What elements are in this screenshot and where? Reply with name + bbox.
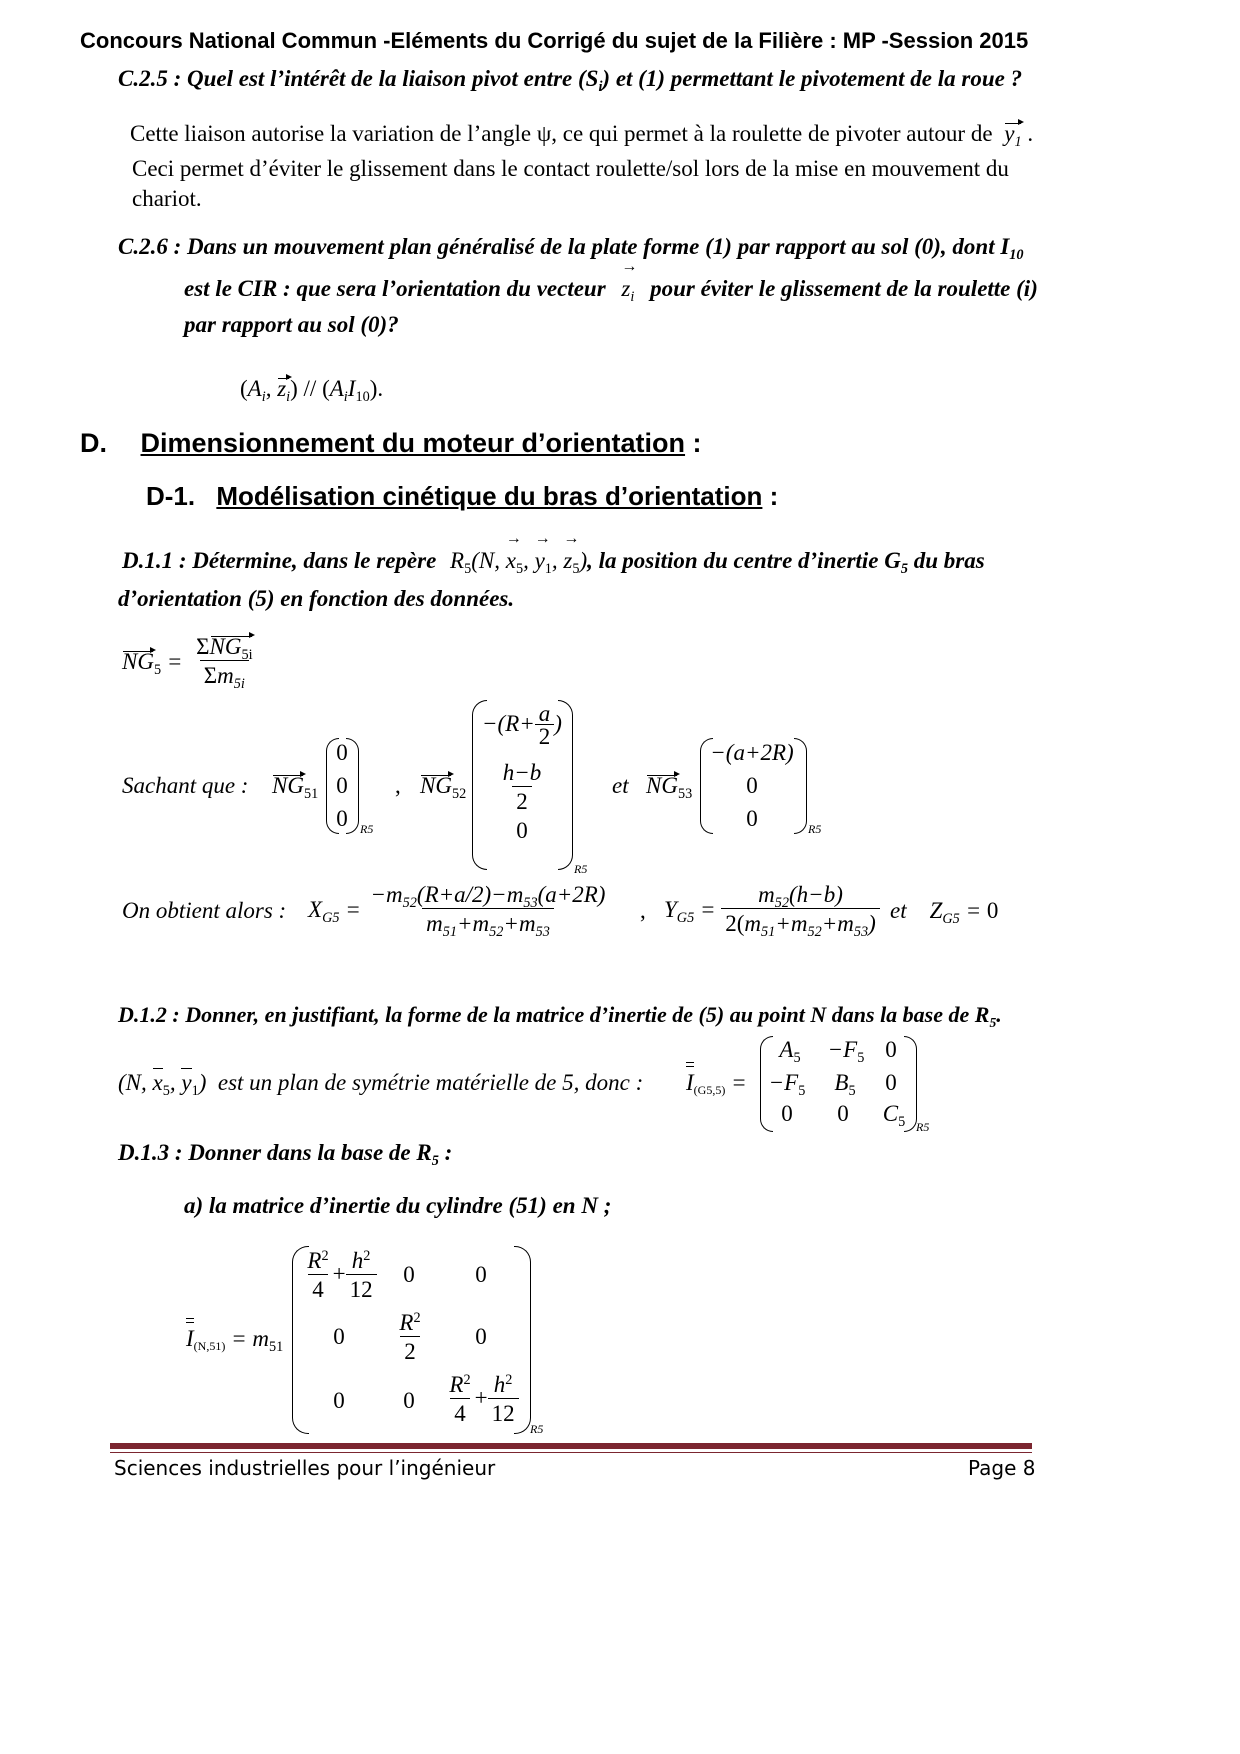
label-ng53: $NG_{53}$ [646, 773, 693, 802]
comma-2: , [640, 898, 646, 923]
vec51-cell-1: 0 [336, 773, 348, 798]
section-d-letter: D. [80, 428, 107, 458]
question-d13-text: D.1.3 : Donner dans la base de R [118, 1140, 432, 1165]
question-d12-text: D.1.2 : Donner, en justifiant, la forme de la matrice d’inertie de (5) au point N dans la base de R [118, 1002, 990, 1027]
sachant-label: Sachant que : [122, 773, 249, 798]
matrix-d12-c: $C_5$ [882, 1101, 906, 1130]
question-d13 [118, 1140, 453, 1169]
cir-symbol: $I_{10}$ [1000, 234, 1024, 263]
section-d1-title: Modélisation cinétique du bras d’orientation [216, 481, 763, 511]
matrix-51-r23: 0 [475, 1324, 487, 1349]
matrix-51-r31: 0 [333, 1388, 345, 1413]
formula-zg5: et $Z_{G5} = 0$ [890, 898, 999, 927]
question-d11-b-sub: 5 [900, 560, 908, 577]
question-c26-line2a: est le CIR : que sera l’orientation du vecteur [184, 276, 606, 301]
vec51-right-paren [346, 738, 359, 834]
inertia-g55-label: $I_{(G5,5)}$ = [686, 1070, 747, 1096]
question-c26-line2b: pour éviter le glissement de la roulette (i) [650, 276, 1038, 301]
vec52-right-paren [558, 700, 573, 870]
page-header-title: Concours National Commun -Eléments du Corrigé du sujet de la Filière : MP -Session 2015 [80, 28, 1029, 53]
question-c25 [118, 66, 1023, 95]
matrix-51-r33: $\frac{R^2}{4}$ + $\frac{h^2}{12}$ [442, 1372, 522, 1427]
question-c26-line2 [184, 258, 1038, 305]
plane-symmetry-text: est un plan de symétrie matérielle de 5, donc : [217, 1070, 644, 1095]
vec53-cell-2: 0 [746, 806, 758, 831]
matrix-d12-b: $B_5$ [834, 1070, 856, 1099]
comma-1: , [395, 773, 401, 798]
footer-rule [110, 1443, 1032, 1449]
answer-c25-line3: chariot. [132, 186, 202, 211]
answer-c26: ($A_i$, $z_i) // (A_iI_{10})$. [240, 376, 384, 405]
matrix-51-r11: $\frac{R^2}{4}$ + $\frac{h^2}{12}$ [300, 1248, 380, 1303]
vec51-cell-2: 0 [336, 806, 348, 831]
inertia-n51-label: $I_{(N,51)} = m_{51}$ [186, 1326, 283, 1352]
vec52-cell-2: 0 [516, 818, 528, 843]
matrix-d12-minus-f-01: $-F_5$ [827, 1037, 865, 1066]
answer-c25-line1: Cette liaison autorise la variation de l’angle ψ, ce qui permet à la roulette de pivoter autour de $y_1$ . [130, 121, 1034, 150]
vec53-cell-0: −(a+2R) [710, 740, 794, 765]
matrix-51-basis: R5 [530, 1422, 544, 1436]
question-c25-text: C.2.5 : Quel est l’intérêt de la liaison pivot entre (S [118, 66, 599, 91]
footer-left: Sciences industrielles pour l’ingénieur [114, 1456, 496, 1480]
question-d12 [118, 1002, 1002, 1028]
matrix-d12-zero-12: 0 [885, 1070, 897, 1095]
question-d12-end: . [996, 1002, 1002, 1027]
vec53-right-paren [794, 738, 807, 834]
vector-y1: $y_1$ [1004, 121, 1022, 150]
matrix-51-r22: $\frac{R^2}{2}$ [399, 1310, 421, 1364]
formula-yg5: $Y_{G5}$ = $\frac{m_{52}(h-b)}{2(m_{51}+m_{52}+m_{53})}$ [664, 882, 880, 937]
matrix-d12-zero-02: 0 [885, 1037, 897, 1062]
question-d11-c: du bras [908, 548, 985, 573]
question-c25-sub: i [598, 78, 603, 95]
vec53-basis: R5 [808, 822, 822, 836]
matrix-51-right-paren [514, 1246, 531, 1434]
label-ng52: $NG_{52}$ [420, 773, 467, 802]
question-c26-line3: par rapport au sol (0)? [184, 312, 399, 337]
matrix-d12-a: $A_5$ [779, 1037, 801, 1066]
vector-zi: → $z_i$ [621, 258, 638, 305]
vec51-basis: R5 [360, 822, 374, 836]
question-d11-line1 [122, 530, 985, 577]
matrix-51-r13: 0 [475, 1262, 487, 1287]
question-d13-item-a: a) la matrice d’inertie du cylindre (51) en N ; [184, 1193, 612, 1218]
matrix-d12-zero-21: 0 [837, 1101, 849, 1126]
section-d-title: Dimensionnement du moteur d’orientation [140, 428, 686, 458]
section-d-colon: : [685, 428, 702, 458]
formula-xg5: $X_{G5}$ = $\frac{-m_{52}(R+a/2)-m_{53}(a+2R)}{m_{51}+m_{52}+m_{53}}$ [308, 882, 606, 940]
answer-c25-line1-text: Cette liaison autorise la variation de l’angle ψ, ce qui permet à la roulette de pivoter autour de [130, 121, 993, 146]
question-d11-line2: d’orientation (5) en fonction des données. [118, 586, 515, 611]
on-obtient-label: On obtient alors : [122, 898, 287, 923]
label-ng51: $NG_{51}$ [272, 773, 319, 802]
question-c26-line1-text: C.2.6 : Dans un mouvement plan généralisé de la plate forme (1) par rapport au sol (0), dont [118, 234, 995, 259]
question-d12-sub: 5 [989, 1014, 997, 1030]
vec52-basis: R5 [574, 862, 588, 876]
question-d11-b: , la position du centre d’inertie G [587, 548, 901, 573]
vec51-cell-0: 0 [336, 740, 348, 765]
question-c26-line1 [118, 234, 1024, 263]
vec52-cell-1: $\frac{h-b}{2}$ [502, 760, 542, 814]
matrix-d12-minus-f-10: $-F_5$ [768, 1070, 806, 1099]
question-d13-end: : [438, 1140, 453, 1165]
section-d-heading [80, 428, 702, 459]
matrix-51-r32: 0 [403, 1388, 415, 1413]
matrix-51-r12: 0 [403, 1262, 415, 1287]
question-d11-a: D.1.1 : Détermine, dans le repère [122, 548, 437, 573]
section-d1-colon: : [762, 481, 779, 511]
formula-ng5: $NG_5$ = $\frac{\Sigma NG_{5i}}{\Sigma m_{5i}}$ [122, 634, 253, 692]
matrix-51-r21: 0 [333, 1324, 345, 1349]
answer-c25-line2: Ceci permet d’éviter le glissement dans le contact roulette/sol lors de la mise en mouvement du [132, 156, 1009, 181]
question-d13-sub: 5 [431, 1152, 439, 1169]
vec52-cell-0: −(R+ $\frac{a}{2}$ ) [482, 701, 562, 749]
section-d1-number: D-1. [146, 481, 196, 511]
section-d1-heading [146, 481, 778, 512]
question-c25-end: ) et (1) permettant le pivotement de la roue ? [602, 66, 1023, 91]
matrix-d12-basis: R5 [916, 1120, 930, 1134]
frame-r5: $R_5(N$, → $x_5$, → $y_1$, → $z_5$) [450, 530, 588, 577]
matrix-d12-right-paren [904, 1036, 917, 1132]
footer-rule-thin [110, 1452, 1032, 1453]
matrix-d12-zero-20: 0 [781, 1101, 793, 1126]
vec53-cell-1: 0 [746, 773, 758, 798]
plane-symmetry: (N, $x_5$, $y_1$) est un plan de symétrie matérielle de 5, donc : [118, 1070, 644, 1099]
footer-page-number: Page 8 [968, 1456, 1036, 1480]
et-label: et [612, 773, 629, 798]
